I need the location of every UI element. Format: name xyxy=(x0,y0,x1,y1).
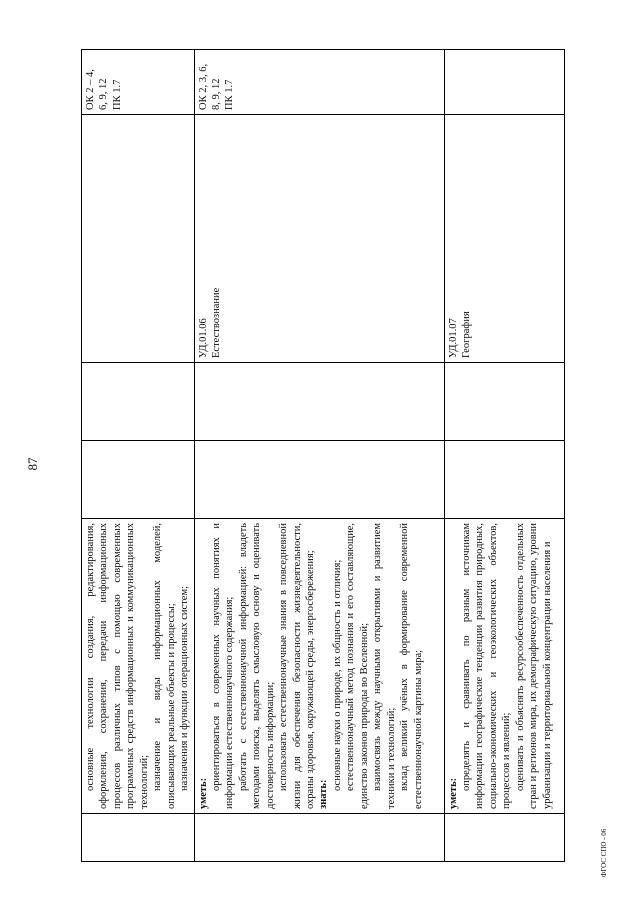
discipline-code: УД.01.06 xyxy=(197,318,209,358)
competency-line: ПК 1.7 xyxy=(224,79,236,110)
hours-cell xyxy=(444,441,564,519)
page-number: 87 xyxy=(25,457,40,471)
content-heading: уметь: xyxy=(447,777,459,809)
content-line: назначение и виды информационных моделей, описывающих реальные объекты и процессы; xyxy=(152,523,177,809)
content-line: ориентироваться в современных научных понятиях и информации естественнонаучного содержания; xyxy=(210,523,236,809)
hours-cell xyxy=(194,363,444,441)
rotated-table-wrapper xyxy=(81,50,553,862)
table-row xyxy=(82,50,195,862)
competency-cell xyxy=(444,50,564,115)
competency-cell xyxy=(82,50,195,115)
index-cell xyxy=(444,814,564,862)
hours-cell xyxy=(194,441,444,519)
content-line: оценивать и объяснять ресурсообеспеченность отдельных стран и регионов мира, их демографическую ситуацию, уровни урбанизации и территориальной концентрации населения и xyxy=(514,523,553,809)
content-line: вклад великий учёных в формирование современной естественнонаучной картины мира; xyxy=(399,523,424,809)
discipline-cell xyxy=(82,115,195,363)
content-line: использовать естественнонаучные знания в повседневной жизни для обеспечения безопасности жизнедеятельности, охраны здоровья, окружающей среды, энергосбережения; xyxy=(278,523,316,809)
index-cell xyxy=(82,814,195,862)
content-cell xyxy=(194,519,444,814)
discipline-name: Естествознание xyxy=(210,287,222,358)
curriculum-table xyxy=(81,49,565,862)
content-line: взаимосвязь между научными открытиями и развитием техники и технологий; xyxy=(372,523,397,809)
competency-line: 8, 9, 12 xyxy=(210,78,222,110)
content-line: основные технологии создания, редактирования, оформления, сохранения, передачи информационных процессов различных типов с помощью современных программных средств информационных и коммуникационных технологий; xyxy=(85,523,150,809)
hours-cell xyxy=(82,363,195,441)
content-line: естественнонаучный метод познания и его составляющие, единство законов природы во Вселенной; xyxy=(345,523,370,809)
content-line: основные науки о природе, их общность и отличия; xyxy=(331,559,343,791)
content-heading: знать: xyxy=(318,779,330,809)
competency-cell xyxy=(194,50,444,115)
footer-label: ФГОС СПО - 06 xyxy=(600,828,608,878)
table-row xyxy=(444,50,564,862)
competency-line: ОК 2 – 4, xyxy=(85,69,96,110)
content-line: работать с естественнонаучной информацией: владеть методами поиска, выделять смысловую основу и оценивать достоверность информации; xyxy=(237,523,276,809)
competency-line: 6, 9, 12 xyxy=(98,78,110,110)
content-line: назначения и функции операционных систем; xyxy=(179,585,191,791)
discipline-code: УД.01.07 xyxy=(447,318,459,358)
table-row xyxy=(194,50,444,862)
content-heading: уметь: xyxy=(197,777,209,809)
discipline-cell xyxy=(194,115,444,363)
index-cell xyxy=(194,814,444,862)
hours-cell xyxy=(444,363,564,441)
content-line: определять и сравнивать по разным источникам информации географические тенденции развития природных, социально-экономических и геоэкологических объектов, процессов и явлений; xyxy=(460,523,513,809)
hours-cell xyxy=(82,441,195,519)
competency-line: ОК 2, 3, 6, xyxy=(197,63,209,110)
competency-line: ПК 1.7 xyxy=(111,79,123,110)
content-cell xyxy=(82,519,195,814)
discipline-cell xyxy=(444,115,564,363)
content-cell xyxy=(444,519,564,814)
discipline-name: География xyxy=(460,311,472,358)
